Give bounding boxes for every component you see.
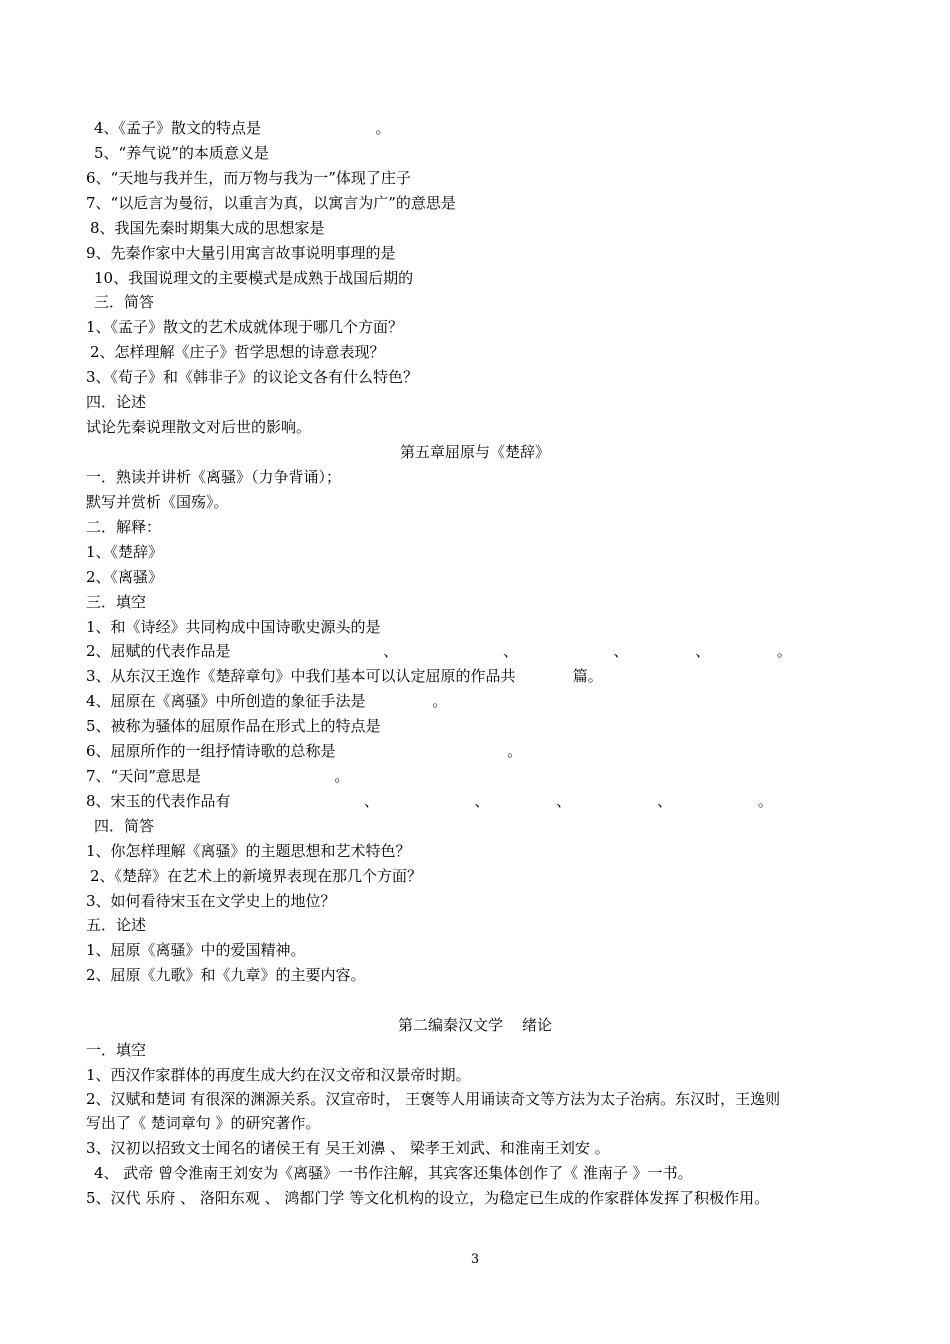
text-line: 4、《孟子》散文的特点是 。 — [94, 119, 391, 137]
text-line: 10、我国说理文的主要模式是成熟于战国后期的 — [94, 269, 414, 287]
text-line: 默写并赏析《国殇》。 — [86, 493, 229, 511]
text-line: 2、《离骚》 — [86, 568, 164, 586]
text-line: 1、和《诗经》共同构成中国诗歌史源头的是 — [86, 618, 381, 636]
text-line: 2、怎样理解《庄子》哲学思想的诗意表现？ — [90, 343, 385, 361]
text-line: 3、如何看待宋玉在文学史上的地位？ — [86, 892, 336, 910]
text-line: 1、屈原《离骚》中的爱国精神。 — [86, 941, 306, 959]
section-heading: 一．熟读并讲析《离骚》（力争背诵）； — [86, 468, 342, 486]
section-heading: 三．简答 — [94, 293, 155, 311]
text-line: 4、屈原在《离骚》中所创造的象征手法是 。 — [86, 692, 448, 710]
text-line: 2、《楚辞》在艺术上的新境界表现在那几个方面？ — [90, 867, 423, 885]
text-line: 6、屈原所作的一组抒情诗歌的总称是 。 — [86, 742, 523, 760]
section-heading: 三．填空 — [86, 593, 147, 611]
text-line: 2、屈原《九歌》和《九章》的主要内容。 — [86, 966, 366, 984]
chapter-title: 第五章屈原与《楚辞》 — [399, 443, 550, 461]
text-line: 7、“以卮言为曼衍，以重言为真，以寓言为广”的意思是 — [86, 194, 456, 212]
text-line: 1、《楚辞》 — [86, 543, 164, 561]
text-line: 5、“养气说”的本质意义是 — [94, 144, 269, 162]
section-heading: 四．论述 — [86, 393, 147, 411]
section-heading: 四．简答 — [94, 817, 155, 835]
text-line: 1、《孟子》散文的艺术成就体现于哪几个方面？ — [86, 318, 404, 336]
section-heading: 五．论述 — [86, 916, 147, 934]
text-line: 5、汉代 乐府 、 洛阳东观 、 鸿都门学 等文化机构的设立，为稳定已生成的作家群体发挥了积极作用。 — [86, 1189, 770, 1207]
section-heading: 一．填空 — [86, 1041, 147, 1059]
text-line: 8、宋玉的代表作品有 、 、 、 、 。 — [86, 792, 773, 810]
text-line: 8、我国先秦时期集大成的思想家是 — [90, 219, 325, 237]
text-line: 2、屈赋的代表作品是 、 、 、 、 。 — [86, 642, 792, 660]
page-number: 3 — [470, 1252, 480, 1267]
text-line: 1、你怎样理解《离骚》的主题思想和艺术特色？ — [86, 842, 411, 860]
text-line: 写出了《 楚词章句 》的研究著作。 — [86, 1114, 321, 1132]
text-line: 2、汉赋和楚词 有很深的渊源关系。汉宣帝时， 王褒等人用诵读奇文等方法为太子治病。东汉时，王逸则 — [86, 1090, 781, 1108]
text-line: 6、“天地与我并生，而万物与我为一”体现了庄子 — [86, 169, 411, 187]
text-line: 5、被称为骚体的屈原作品在形式上的特点是 — [86, 717, 381, 735]
text-line: 1、西汉作家群体的再度生成大约在汉文帝和汉景帝时期。 — [86, 1066, 471, 1084]
text-line: 9、先秦作家中大量引用寓言故事说明事理的是 — [86, 244, 396, 262]
text-line: 3、《荀子》和《韩非子》的议论文各有什么特色？ — [86, 368, 419, 386]
text-line: 3、汉初以招致文士闻名的诸侯王有 吴王刘濞 、 梁孝王刘武、和淮南王刘安 。 — [86, 1139, 610, 1157]
text-line: 3、从东汉王逸作《楚辞章句》中我们基本可以认定屈原的作品共 篇。 — [86, 667, 603, 685]
text-line: 4、 武帝 曾令淮南王刘安为《离骚》一书作注解，其宾客还集体创作了《 淮南子 》一书。 — [94, 1164, 693, 1182]
text-line: 7、“天问”意思是 。 — [86, 767, 350, 785]
section-heading: 二．解释： — [86, 518, 162, 536]
part-title: 第二编秦汉文学 绪论 — [397, 1016, 553, 1034]
text-line: 试论先秦说理散文对后世的影响。 — [86, 418, 312, 436]
